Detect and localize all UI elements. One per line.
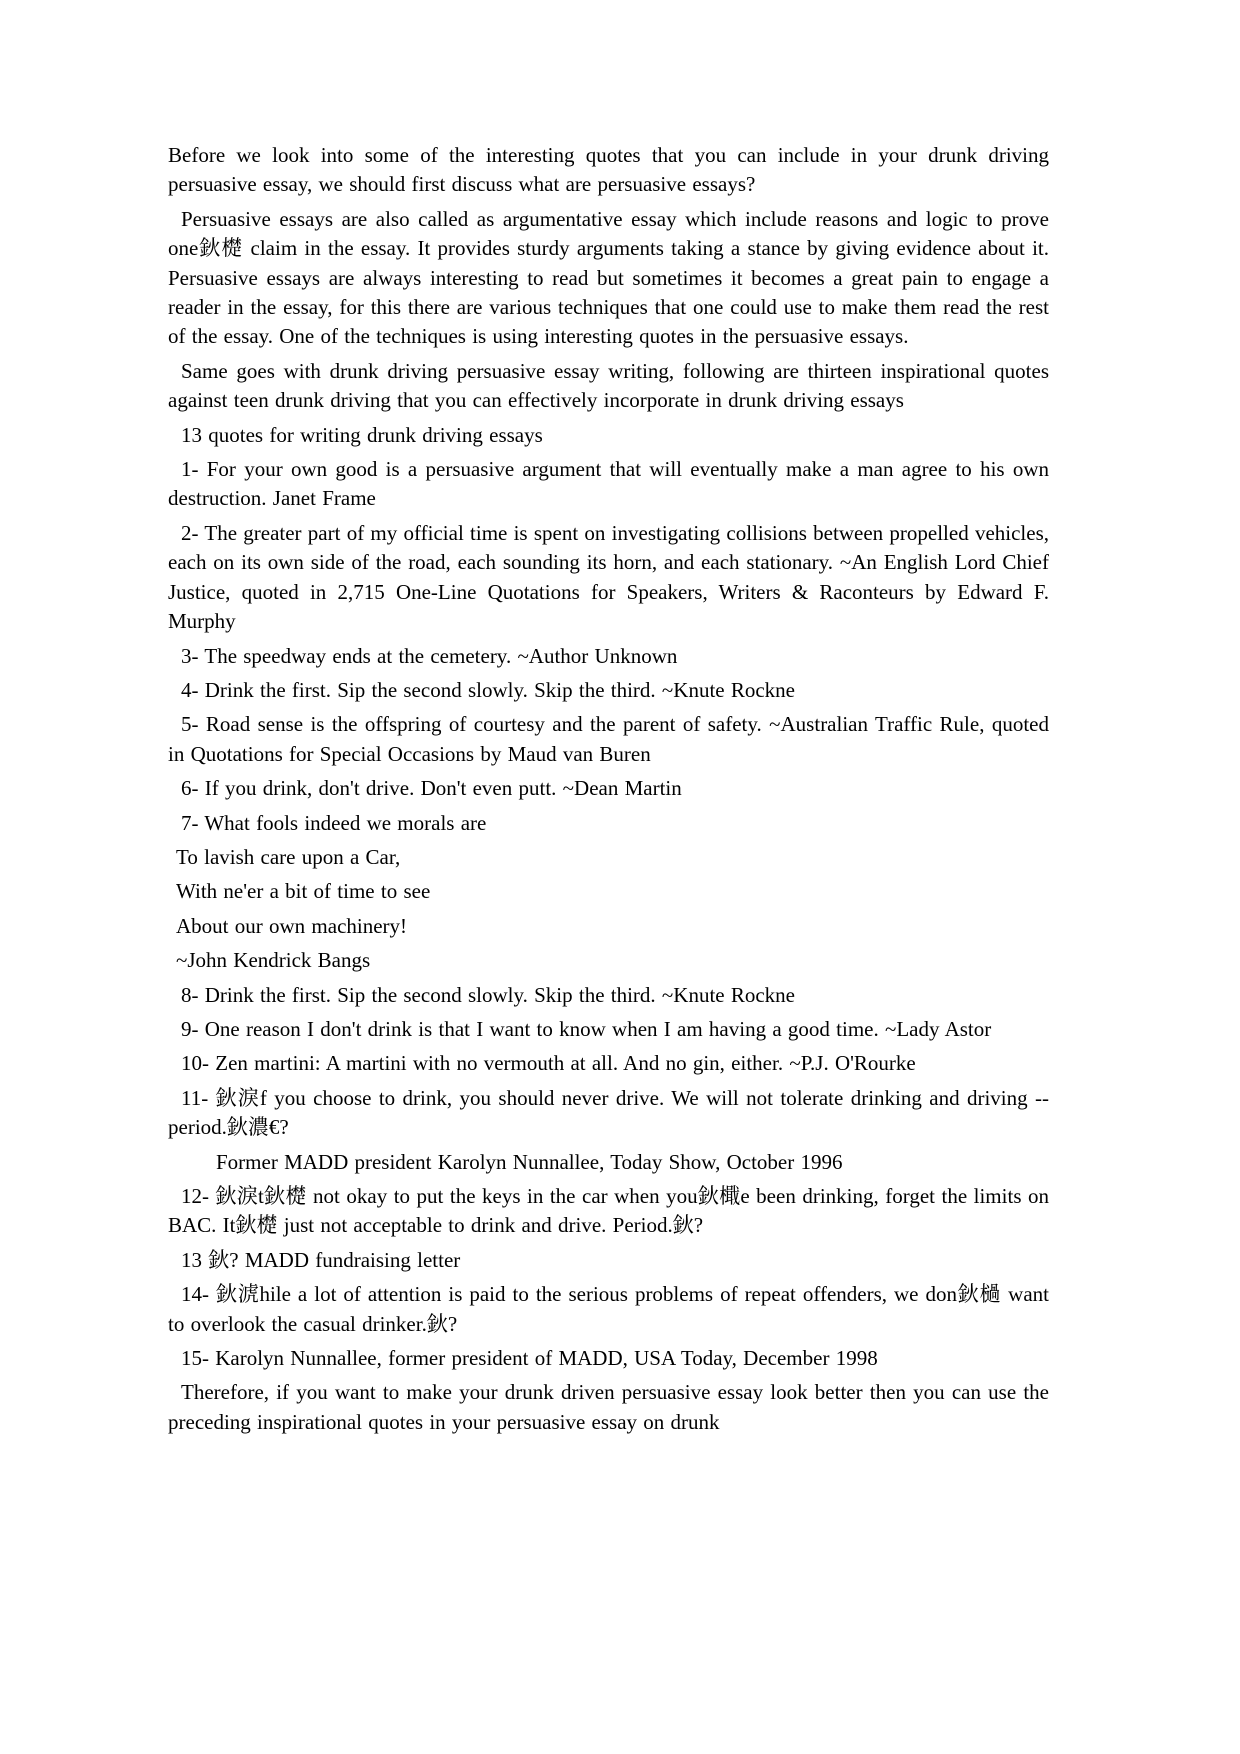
document-text-block — [168, 141, 1049, 1442]
paragraph-quote-15: 15- Karolyn Nunnallee, former president of MADD, USA Today, December 1998 — [181, 1346, 878, 1371]
paragraph-quote-13: 13 鈥? MADD fundraising letter — [181, 1247, 461, 1272]
paragraph-quote-6: 6- If you drink, don't drive. Don't even putt. ~Dean Martin — [181, 776, 682, 801]
paragraph-quote-7-author: ~John Kendrick Bangs — [176, 948, 371, 973]
paragraph-quote-11: 11- 鈥淚f you choose to drink, you should never drive. We will not tolerate drinking and driving -- period.鈥濃€? — [168, 1085, 1049, 1140]
paragraph-quote-4: 4- Drink the first. Sip the second slowly. Skip the third. ~Knute Rockne — [181, 677, 796, 702]
paragraph-intro: Before we look into some of the interesting quotes that you can include in your drunk driving persuasive essay, we should first discuss what are persuasive essays? — [168, 143, 1049, 197]
paragraph-quote-11-source: Former MADD president Karolyn Nunnallee, Today Show, October 1996 — [216, 1149, 843, 1174]
paragraph-quote-10: 10- Zen martini: A martini with no vermouth at all. And no gin, either. ~P.J. O'Rourke — [181, 1051, 916, 1076]
paragraph-quote-1: 1- For your own good is a persuasive argument that will eventually make a man agree to his own destruction. Janet Frame — [168, 457, 1049, 511]
paragraph-quote-5: 5- Road sense is the offspring of courtesy and the parent of safety. ~Australian Traffic Rule, quoted in Quotations for Special Occasions by Maud van Buren — [168, 712, 1049, 766]
paragraph-quote-7-line-4: About our own machinery! — [176, 913, 408, 938]
paragraph-quote-3: 3- The speedway ends at the cemetery. ~Author Unknown — [181, 643, 678, 668]
paragraph-persuasive-def: Persuasive essays are also called as argumentative essay which include reasons and logic to prove one鈥檚 claim in the essay. It provides sturdy arguments taking a stance by giving evidence about it. Persuasive essays are always interesting to read but sometimes it becomes a great pain to engage a reader in the essay, for this there are various techniques that one could use to make them read the rest of the essay. One of the techniques is using interesting quotes in the persuasive essays. — [168, 206, 1049, 349]
paragraph-conclusion: Therefore, if you want to make your drunk driven persuasive essay look better then you can use the preceding inspirational quotes in your persuasive essay on drunk — [168, 1380, 1049, 1434]
paragraph-quote-7-line-3: With ne'er a bit of time to see — [176, 879, 431, 904]
paragraph-same-goes: Same goes with drunk driving persuasive essay writing, following are thirteen inspirational quotes against teen drunk driving that you can effectively incorporate in drunk driving essays — [168, 358, 1049, 413]
paragraph-quote-2: 2- The greater part of my official time is spent on investigating collisions between propelled vehicles, each on its own side of the road, each sounding its horn, and each stationary. ~An English Lord Chief Justice, quoted in 2,715 One-Line Quotations for Speakers, Writers & Raconteurs by Edward F. Murphy — [168, 520, 1049, 634]
paragraph-quote-8: 8- Drink the first. Sip the second slowly. Skip the third. ~Knute Rockne — [181, 982, 796, 1007]
paragraph-list-heading: 13 quotes for writing drunk driving essays — [181, 422, 543, 447]
paragraph-quote-9: 9- One reason I don't drink is that I want to know when I am having a good time. ~Lady Astor — [181, 1016, 992, 1041]
paragraph-quote-12: 12- 鈥淚t鈥檚 not okay to put the keys in the car when you鈥檝e been drinking, forget the limits on BAC. It鈥檚 just not acceptable to drink and drive. Period.鈥? — [168, 1184, 1049, 1238]
paragraph-quote-14: 14- 鈥淲hile a lot of attention is paid to the serious problems of repeat offenders, we don鈥檛 want to overlook the casual drinker.鈥? — [168, 1282, 1049, 1336]
paragraph-quote-7-line-2: To lavish care upon a Car, — [176, 844, 401, 869]
paragraph-quote-7-line-1: 7- What fools indeed we morals are — [181, 810, 487, 835]
